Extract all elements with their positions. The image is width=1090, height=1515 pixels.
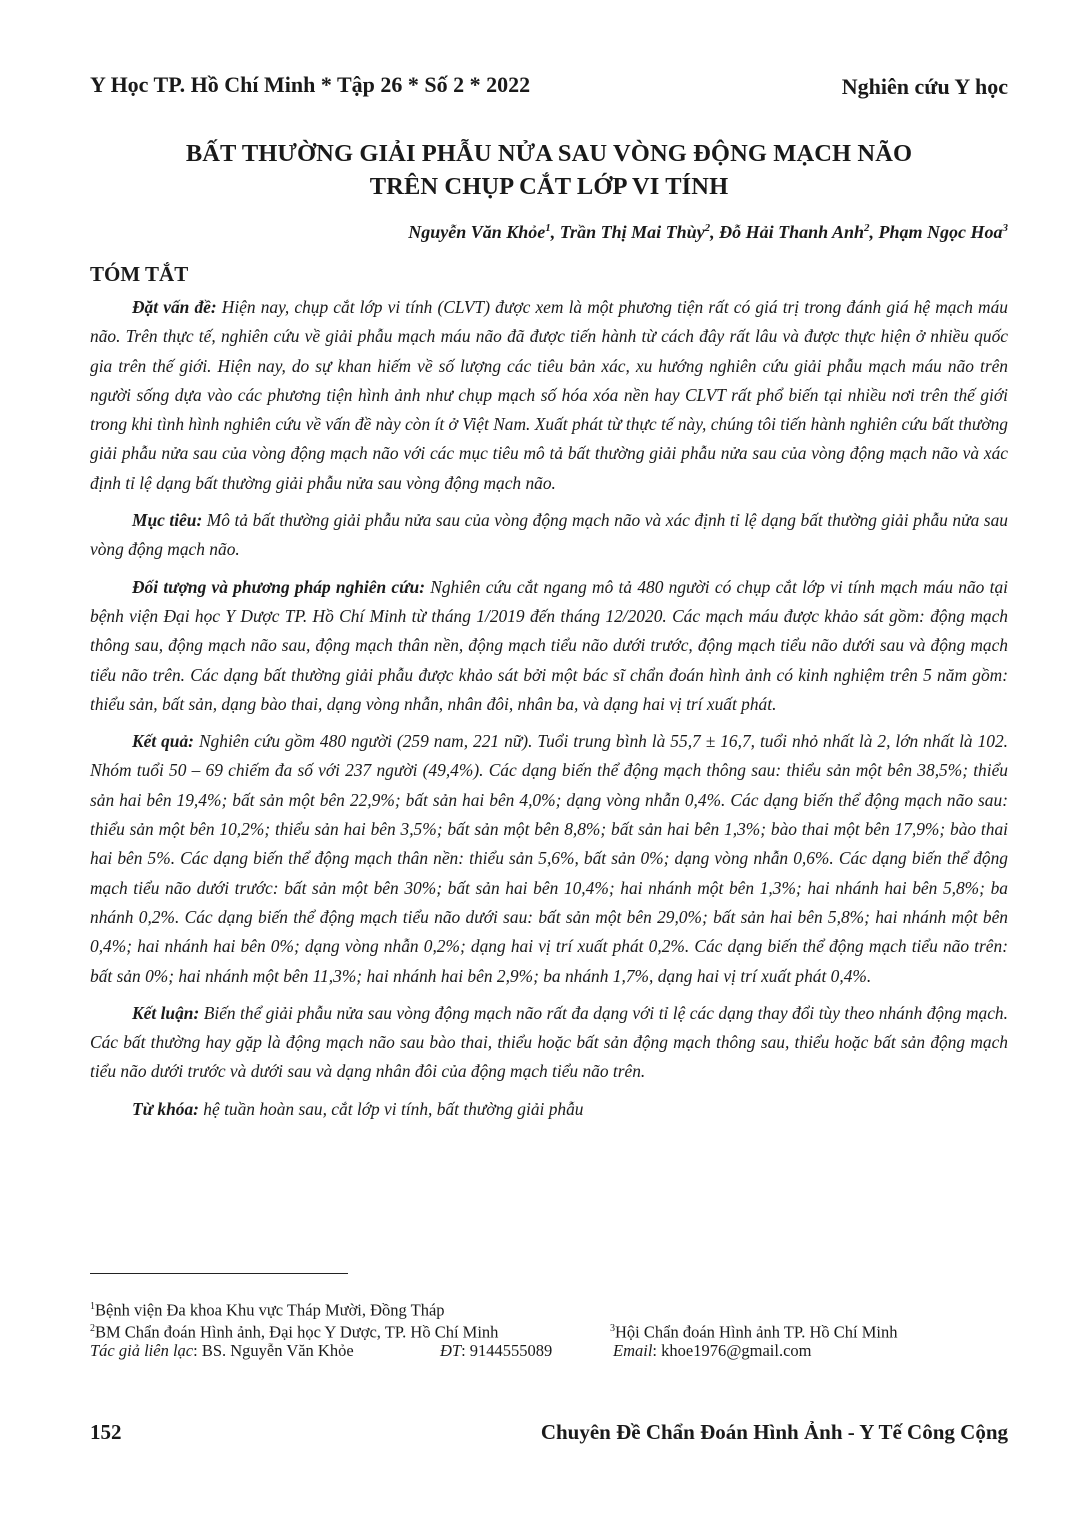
paragraph-text: Hiện nay, chụp cắt lớp vi tính (CLVT) được xem là một phương tiện rất có giá trị trong đánh giá hệ mạch máu não. Trên thực tế, nghiên cứu về giải phẫu mạch máu não đã được tiến hành từ cách đây rất lâu và được thực hiện ở nhiều quốc gia trên thế giới. Hiện nay, do sự khan hiếm về số lượng các tiêu bản xác, xu hướng nghiên cứu giải phẫu mạch máu não trên người sống dựa vào các phương tiện hình ảnh như chụp mạch số hóa xóa nền hay CLVT rất phổ biến tại nhiều nơi trên thế giới trong khi tình hình nghiên cứu về vấn đề này còn ít ở Việt Nam. Xuất phát từ thực tế này, chúng tôi tiến hành nghiên cứu bất thường giải phẫu nửa sau của vòng động mạch não với các mục tiêu mô tả bất thường giải phẫu nửa sau của vòng động mạch não và xác định tỉ lệ dạng bất thường giải phẫu nửa sau vòng động mạch não. [90, 297, 1008, 493]
abstract-objective [90, 506, 1008, 565]
affiliation-number: 3 [610, 1323, 615, 1334]
author-name: Phạm Ngọc Hoa [878, 222, 1003, 242]
contact-label: Tác giả liên lạc [90, 1341, 194, 1360]
affiliation-number: 1 [90, 1301, 95, 1312]
author-name: Đỗ Hải Thanh Anh [719, 222, 864, 242]
author-separator: , [869, 222, 879, 242]
title-line-2: TRÊN CHỤP CẮT LỚP VI TÍNH [369, 173, 729, 200]
running-header [90, 72, 1008, 102]
affiliation-text: BM Chẩn đoán Hình ảnh, Đại học Y Dược, TP. Hồ Chí Minh [95, 1322, 499, 1342]
journal-citation: Y Học TP. Hồ Chí Minh * Tập 26 * Số 2 * 2022 [90, 72, 531, 97]
paragraph-label: Kết luận: [132, 1002, 200, 1023]
footnotes [90, 1296, 1020, 1362]
paragraph-text: hệ tuần hoàn sau, cắt lớp vi tính, bất thường giải phẫu [198, 1098, 584, 1119]
affiliation-text: Bệnh viện Đa khoa Khu vực Tháp Mười, Đồng Tháp [95, 1300, 445, 1320]
section-name: Nghiên cứu Y học [841, 74, 1008, 99]
footnote-row [90, 1340, 1020, 1362]
footnote-row [90, 1296, 1020, 1318]
author-affiliation-number: 2 [704, 222, 711, 234]
paragraph-text: Biến thể giải phẫu nửa sau vòng động mạch não rất đa dạng với tỉ lệ các dạng thay đổi tùy theo nhánh động mạch. Các bất thường hay gặp là động mạch não sau bào thai, thiểu hoặc bất sản động mạch thông sau, thiểu hoặc bất sản động mạch tiểu não dưới trước và dưới sau và dạng nhân đôi của động mạch tiểu não trên. [90, 1002, 1008, 1082]
paragraph-label: Từ khóa: [132, 1098, 199, 1119]
corresponding-author [90, 1340, 354, 1362]
paragraph-label: Đặt vấn đề: [132, 297, 217, 317]
email [613, 1340, 812, 1362]
page-number: 152 [90, 1420, 122, 1444]
phone [440, 1340, 552, 1362]
footnote-divider [90, 1273, 348, 1274]
paragraph-text: Nghiên cứu gồm 480 người (259 nam, 221 nữ). Tuổi trung bình là 55,7 ± 16,7, tuổi nhỏ nhất là 2, lớn nhất là 102. Nhóm tuổi 50 – 69 chiếm đa số với 237 người (49,4%). Các dạng biến thể động mạch thông sau: thiểu sản một bên 38,5%; thiểu sản hai bên 19,4%; bất sản một bên 22,9%; bất sản hai bên 4,0%; dạng vòng nhẫn 0,4%. Các dạng biến thể động mạch não sau: thiểu sản một bên 10,2%; thiểu sản hai bên 3,5%; bất sản một bên 8,8%; bất sản hai bên 1,3%; bào thai một bên 17,9%; bào thai hai bên 5%. Các dạng biến thể động mạch thân nền: thiểu sản 5,6%, bất sản 0%; dạng vòng nhẫn 0,6%. Các dạng biến thể động mạch tiểu não dưới trước: bất sản một bên 30%; bất sản hai bên 10,4%; hai nhánh một bên 1,3%; hai nhánh hai bên 5,8%; ba nhánh 0,2%. Các dạng biến thể động mạch tiểu não dưới sau: bất sản một bên 29,0%; bất sản hai bên 5,8%; hai nhánh một bên 0,4%; hai nhánh hai bên 0%; dạng vòng nhẫn 0,2%; dạng hai vị trí xuất phát 0,2%. Các dạng biến thể động mạch tiểu não trên: bất sản 0%; hai nhánh một bên 11,3%; hai nhánh hai bên 2,9%; ba nhánh 1,7%, dạng hai vị trí xuất phát 0,4%. [90, 731, 1008, 986]
page-footer [90, 1420, 1008, 1450]
abstract-heading: TÓM TẮT [90, 262, 189, 286]
abstract-keywords [90, 1095, 1008, 1124]
author-list [408, 222, 1008, 243]
abstract-background [90, 293, 1008, 498]
author-affiliation-number: 3 [1002, 222, 1008, 234]
author-name: Nguyễn Văn Khỏe [408, 222, 546, 242]
email-address: : khoe1976@gmail.com [652, 1341, 812, 1360]
email-label: Email [613, 1341, 653, 1360]
author-affiliation-number: 1 [545, 222, 551, 234]
author-name: Trần Thị Mai Thùy [559, 222, 705, 242]
paragraph-text: Mô tả bất thường giải phẫu nửa sau của vòng động mạch não và xác định tỉ lệ dạng bất thường giải phẫu nửa sau vòng động mạch não. [90, 510, 1008, 560]
author-separator: , [550, 222, 560, 242]
article-title [90, 137, 1008, 203]
abstract-conclusion [90, 999, 1008, 1087]
abstract-methods [90, 573, 1008, 719]
footnote-row [90, 1318, 1020, 1340]
author-separator: , [710, 222, 720, 242]
phone-number: : 9144555089 [461, 1341, 553, 1360]
author-affiliation-number: 2 [864, 222, 870, 234]
affiliation-number: 2 [90, 1323, 95, 1334]
abstract-body [90, 293, 1008, 1132]
paragraph-label: Mục tiêu: [132, 510, 203, 531]
abstract-results [90, 727, 1008, 991]
paragraph-label: Kết quả: [132, 731, 194, 752]
phone-label: ĐT [440, 1341, 462, 1360]
paragraph-text: Nghiên cứu cắt ngang mô tả 480 người có chụp cắt lớp vi tính mạch máu não tại bệnh viện Đại học Y Dược TP. Hồ Chí Minh từ tháng 1/2019 đến tháng 12/2020. Các mạch máu được khảo sát gồm: động mạch thông sau, động mạch não sau, động mạch thân nền, động mạch tiểu não dưới trước, động mạch tiểu não dưới sau và động mạch tiểu não trên. Các dạng bất thường giải phẫu được khảo sát bởi một bác sĩ chẩn đoán hình ảnh có kinh nghiệm trên 5 năm gồm: thiểu sản, bất sản, dạng bào thai, dạng vòng nhẫn, nhân đôi, nhân ba, và dạng hai vị trí xuất phát. [90, 576, 1008, 714]
issue-title: Chuyên Đề Chẩn Đoán Hình Ảnh - Y Tế Công Cộng [540, 1420, 1008, 1444]
paragraph-label: Đối tượng và phương pháp nghiên cứu: [132, 576, 425, 597]
title-line-1: BẤT THƯỜNG GIẢI PHẪU NỬA SAU VÒNG ĐỘNG MẠCH NÃO [185, 140, 913, 167]
affiliation-text: Hội Chẩn đoán Hình ảnh TP. Hồ Chí Minh [615, 1322, 898, 1342]
contact-name: : BS. Nguyễn Văn Khỏe [193, 1341, 354, 1360]
